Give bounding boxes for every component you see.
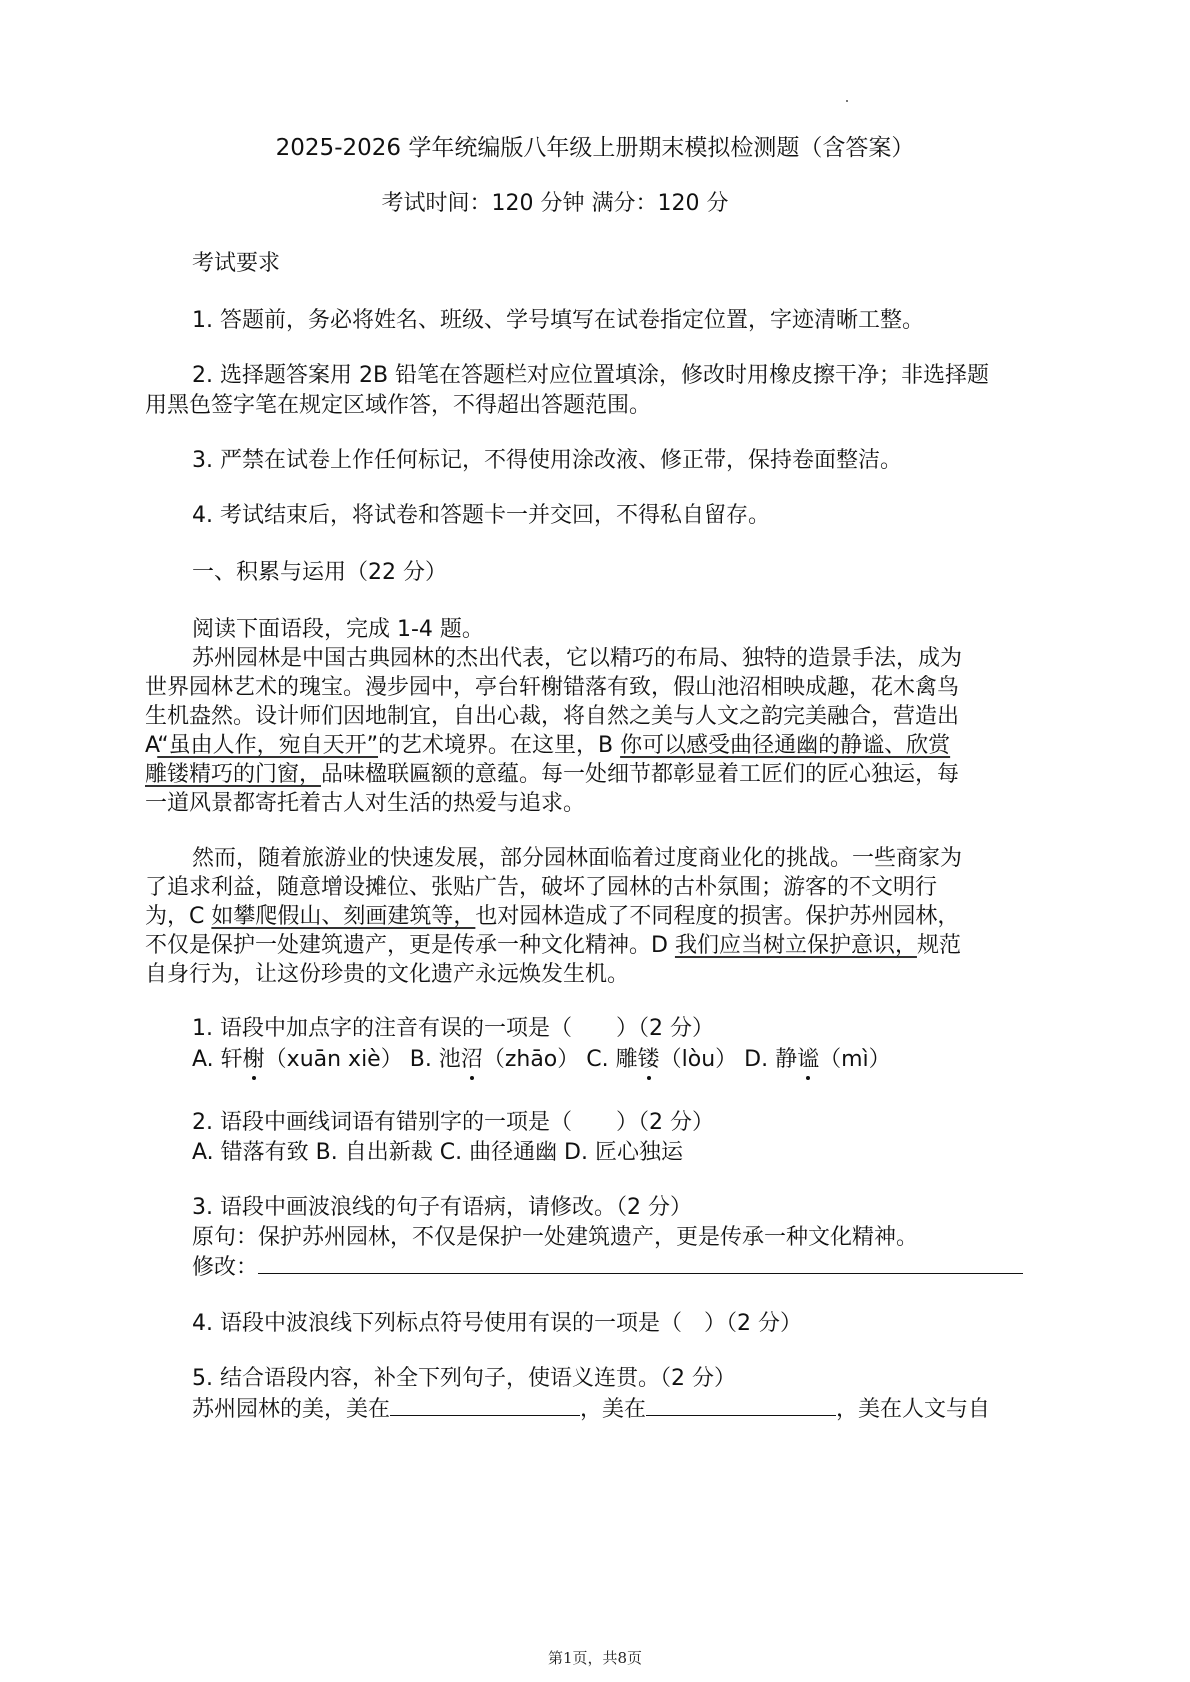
question-1-options: A. 轩榭（xuān xiè） B. 池沼（zhāo） C. 雕镂（lòu） D. 静谧（mì） — [192, 1044, 1092, 1075]
requirement-item-cont: 用黑色签字笔在规定区域作答，不得超出答题范围。 — [145, 393, 652, 418]
dotted-char: 沼 — [461, 1044, 483, 1075]
passage-line: 然而，随着旅游业的快速发展，部分园林面临着过度商业化的挑战。一些商家为 — [192, 846, 963, 871]
question-4-stem: 4. 语段中波浪线下列标点符号使用有误的一项是（ ）（2 分） — [192, 1311, 802, 1336]
underlined-phrase-c: 如攀爬假山、刻画建筑等， — [211, 904, 476, 929]
passage-line: A“虽由人作，宛自天开”的艺术境界。在这里，B 你可以感受曲径通幽的静谧、欣赏 — [145, 733, 951, 758]
dotted-char: 谧 — [797, 1044, 819, 1075]
passage-line: 不仅是保护一处建筑遗产，更是传承一种文化精神。D 我们应当树立保护意识，规范 — [145, 933, 961, 958]
requirement-item: 2. 选择题答案用 2B 铅笔在答题栏对应位置填涂，修改时用橡皮擦干净；非选择题 — [192, 363, 990, 388]
question-3-original: 原句：保护苏州园林，不仅是保护一处建筑遗产，更是传承一种文化精神。 — [192, 1225, 919, 1250]
reading-intro: 阅读下面语段，完成 1-4 题。 — [192, 617, 484, 642]
passage-line: 自身行为，让这份珍贵的文化遗产永远焕发生机。 — [145, 962, 630, 987]
question-1-stem: 1. 语段中加点字的注音有误的一项是（ ）（2 分） — [192, 1016, 714, 1041]
exam-info: 考试时间：120 分钟 满分：120 分 — [381, 191, 729, 216]
question-2-options: A. 错落有致 B. 自出新裁 C. 曲径通幽 D. 匠心独运 — [192, 1140, 683, 1165]
page-number: 第1页，共8页 — [547, 1649, 643, 1667]
question-3-stem: 3. 语段中画波浪线的句子有语病，请修改。（2 分） — [192, 1195, 692, 1220]
passage-line: 一道风景都寄托着古人对生活的热爱与追求。 — [145, 791, 586, 816]
underlined-phrase-b-cont: 雕镂精巧的门窗， — [145, 762, 322, 787]
dotted-char: 镂 — [638, 1044, 660, 1075]
passage-line: 为，C 如攀爬假山、刻画建筑等，也对园林造成了不同程度的损害。保护苏州园林， — [145, 904, 960, 929]
answer-blank[interactable] — [258, 1251, 1023, 1274]
marker-a: A — [145, 733, 158, 758]
underlined-phrase-b: 你可以感受曲径通幽的静谧、欣赏 — [620, 733, 951, 758]
exam-title: 2025-2026 学年统编版八年级上册期末模拟检测题（含答案） — [275, 135, 915, 161]
section-heading: 一、积累与运用（22 分） — [192, 560, 447, 585]
question-3-answer-row: 修改： — [192, 1251, 1092, 1283]
passage-line: 世界园林艺术的瑰宝。漫步园中，亭台轩榭错落有致，假山池沼相映成趣，花木禽鸟 — [145, 675, 960, 700]
scan-speck — [846, 100, 848, 102]
question-2-stem: 2. 语段中画线词语有错别字的一项是（ ）（2 分） — [192, 1110, 714, 1135]
question-5-fill: 苏州园林的美，美在 ，美在 ，美在人文与自 — [192, 1393, 1092, 1425]
passage-line: 雕镂精巧的门窗，品味楹联匾额的意蕴。每一处细节都彰显着工匠们的匠心独运，每 — [145, 762, 960, 787]
answer-blank[interactable] — [646, 1393, 836, 1416]
question-5-stem: 5. 结合语段内容，补全下列句子，使语义连贯。（2 分） — [192, 1366, 736, 1391]
underlined-phrase-d: 我们应当树立保护意识， — [674, 933, 917, 958]
passage-line: 了追求利益，随意增设摊位、张贴广告，破坏了园林的古朴氛围；游客的不文明行 — [145, 875, 938, 900]
answer-blank[interactable] — [390, 1393, 580, 1416]
passage-line: 苏州园林是中国古典园林的杰出代表，它以精巧的布局、独特的造景手法，成为 — [192, 646, 963, 671]
requirement-item: 3. 严禁在试卷上作任何标记，不得使用涂改液、修正带，保持卷面整洁。 — [192, 448, 902, 473]
passage-line: 生机盎然。设计师们因地制宜，自出心裁，将自然之美与人文之韵完美融合，营造出 — [145, 704, 960, 729]
dotted-char: 榭 — [243, 1044, 265, 1075]
requirement-item: 1. 答题前，务必将姓名、班级、学号填写在试卷指定位置，字迹清晰工整。 — [192, 308, 924, 333]
underlined-quote: “虽由人作，宛自天开” — [157, 733, 379, 758]
requirement-item: 4. 考试结束后，将试卷和答题卡一并交回，不得私自留存。 — [192, 503, 770, 528]
requirements-heading: 考试要求 — [192, 251, 281, 276]
